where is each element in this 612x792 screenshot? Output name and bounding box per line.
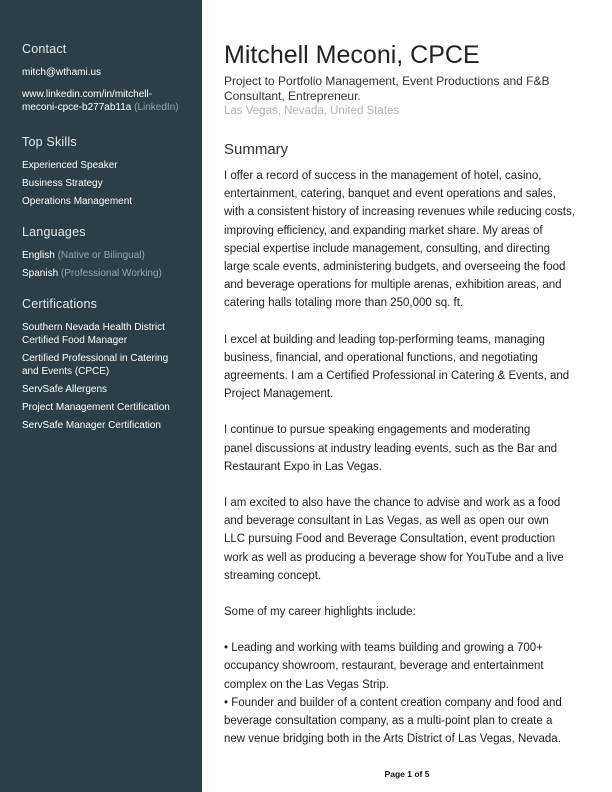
headline-line: Consultant, Entrepreneur.: [224, 88, 361, 103]
email-link[interactable]: mitch@wthami.us: [22, 67, 102, 78]
top-skills-heading: Top Skills: [22, 135, 77, 149]
highlight-bullet: [224, 639, 594, 694]
certifications-section: [22, 297, 198, 437]
text-line: entertainment, catering, banquet and event operations and sales,: [224, 188, 556, 201]
contact-section: [22, 42, 198, 114]
language-level: (Native or Bilingual): [57, 250, 145, 261]
certification-line: Project Management Certification: [22, 402, 170, 413]
certification-line: ServSafe Allergens: [22, 384, 108, 395]
sidebar: [0, 0, 202, 792]
text-line: special expertise include management, consulting, and directing: [224, 242, 551, 255]
certification-item: [22, 383, 198, 396]
text-line: catering halls totaling more than 250,000 sq. ft.: [224, 297, 464, 310]
main-content: [224, 40, 594, 748]
text-line: occupancy showroom, restaurant, beverage and entertainment: [224, 660, 544, 673]
certification-line: Certified Food Manager: [22, 335, 128, 346]
certification-line: Southern Nevada Health District: [22, 322, 165, 333]
text-line: work as well as producing a beverage show for YouTube and a live: [224, 551, 564, 564]
text-line: streaming concept.: [224, 569, 322, 582]
linkedin-url-line1: www.linkedin.com/in/mitchell-: [22, 89, 153, 100]
language-name: English: [22, 250, 55, 261]
linkedin-link[interactable]: [22, 88, 198, 114]
summary-paragraph: [224, 421, 594, 476]
language-item: [22, 267, 198, 280]
profile-location: Las Vegas, Nevada, United States: [224, 105, 400, 117]
highlight-bullet: [224, 694, 594, 749]
text-line: new venue bridging both in the Arts District of Las Vegas, Nevada.: [224, 733, 561, 746]
certification-item: [22, 401, 198, 414]
certification-item: [22, 321, 198, 347]
text-line: I am excited to also have the chance to advise and work as a food: [224, 497, 561, 510]
text-line: complex on the Las Vegas Strip.: [224, 678, 389, 691]
skill-item: Operations Management: [22, 196, 133, 207]
summary-paragraph: [224, 603, 594, 621]
certification-line: ServSafe Manager Certification: [22, 420, 161, 431]
languages-section: [22, 225, 198, 285]
text-line: Restaurant Expo in Las Vegas.: [224, 460, 382, 473]
language-name: Spanish: [22, 268, 59, 279]
text-line: business, financial, and operational functions, and negotiating: [224, 351, 538, 364]
certification-line: Certified Professional in Catering: [22, 353, 169, 364]
profile-name: Mitchell Meconi, CPCE: [224, 41, 480, 69]
certification-item: [22, 419, 198, 432]
contact-heading: Contact: [22, 42, 67, 56]
languages-heading: Languages: [22, 225, 86, 239]
skill-item: Experienced Speaker: [22, 160, 118, 171]
text-line: beverage consultation company, as a multi-point plan to create a: [224, 715, 553, 728]
certification-item: [22, 352, 198, 378]
text-line: and beverage consultant in Las Vegas, as well as open our own: [224, 515, 549, 528]
top-skills-section: [22, 135, 198, 213]
summary-paragraph: [224, 494, 594, 585]
text-line: I excel at building and leading top-performing teams, managing: [224, 333, 545, 346]
skill-item: Business Strategy: [22, 178, 103, 189]
text-line: panel discussions at industry leading events, such as the Bar and: [224, 442, 558, 455]
headline-line: Project to Portfolio Management, Event Productions and F&B: [224, 74, 550, 88]
text-line: with a consistent history of increasing revenues while reducing costs,: [224, 206, 575, 219]
text-line: Some of my career highlights include:: [224, 606, 416, 619]
certification-line: and Events (CPCE): [22, 366, 110, 377]
linkedin-url-line2: meconi-cpce-b277ab11a: [22, 102, 132, 113]
text-line: and beverage operations for multiple arenas, exhibition areas, and: [224, 279, 562, 292]
summary-paragraph: [224, 167, 594, 313]
text-line: large scale events, administering budgets, and overseeing the food: [224, 261, 566, 274]
page-number: Page 1 of 5: [384, 769, 430, 779]
text-line: I offer a record of success in the management of hotel, casino,: [224, 170, 542, 182]
text-line: • Founder and builder of a content creation company and food and: [224, 696, 562, 709]
text-line: agreements. I am a Certified Professional in Catering & Events, and: [224, 370, 570, 383]
text-line: Project Management.: [224, 388, 334, 401]
text-line: I continue to pursue speaking engagements and moderating: [224, 424, 531, 437]
linkedin-suffix: (LinkedIn): [134, 102, 179, 113]
summary-paragraph: [224, 331, 594, 404]
text-line: LLC pursuing Food and Beverage Consultation, event production: [224, 533, 556, 546]
language-level: (Professional Working): [60, 268, 162, 279]
text-line: improving efficiency, and expanding market share. My areas of: [224, 224, 543, 237]
language-item: [22, 249, 198, 262]
certifications-heading: Certifications: [22, 297, 98, 311]
profile-headline: [224, 74, 594, 103]
text-line: • Leading and working with teams building and growing a 700+: [224, 642, 543, 655]
summary-heading: Summary: [224, 141, 289, 158]
